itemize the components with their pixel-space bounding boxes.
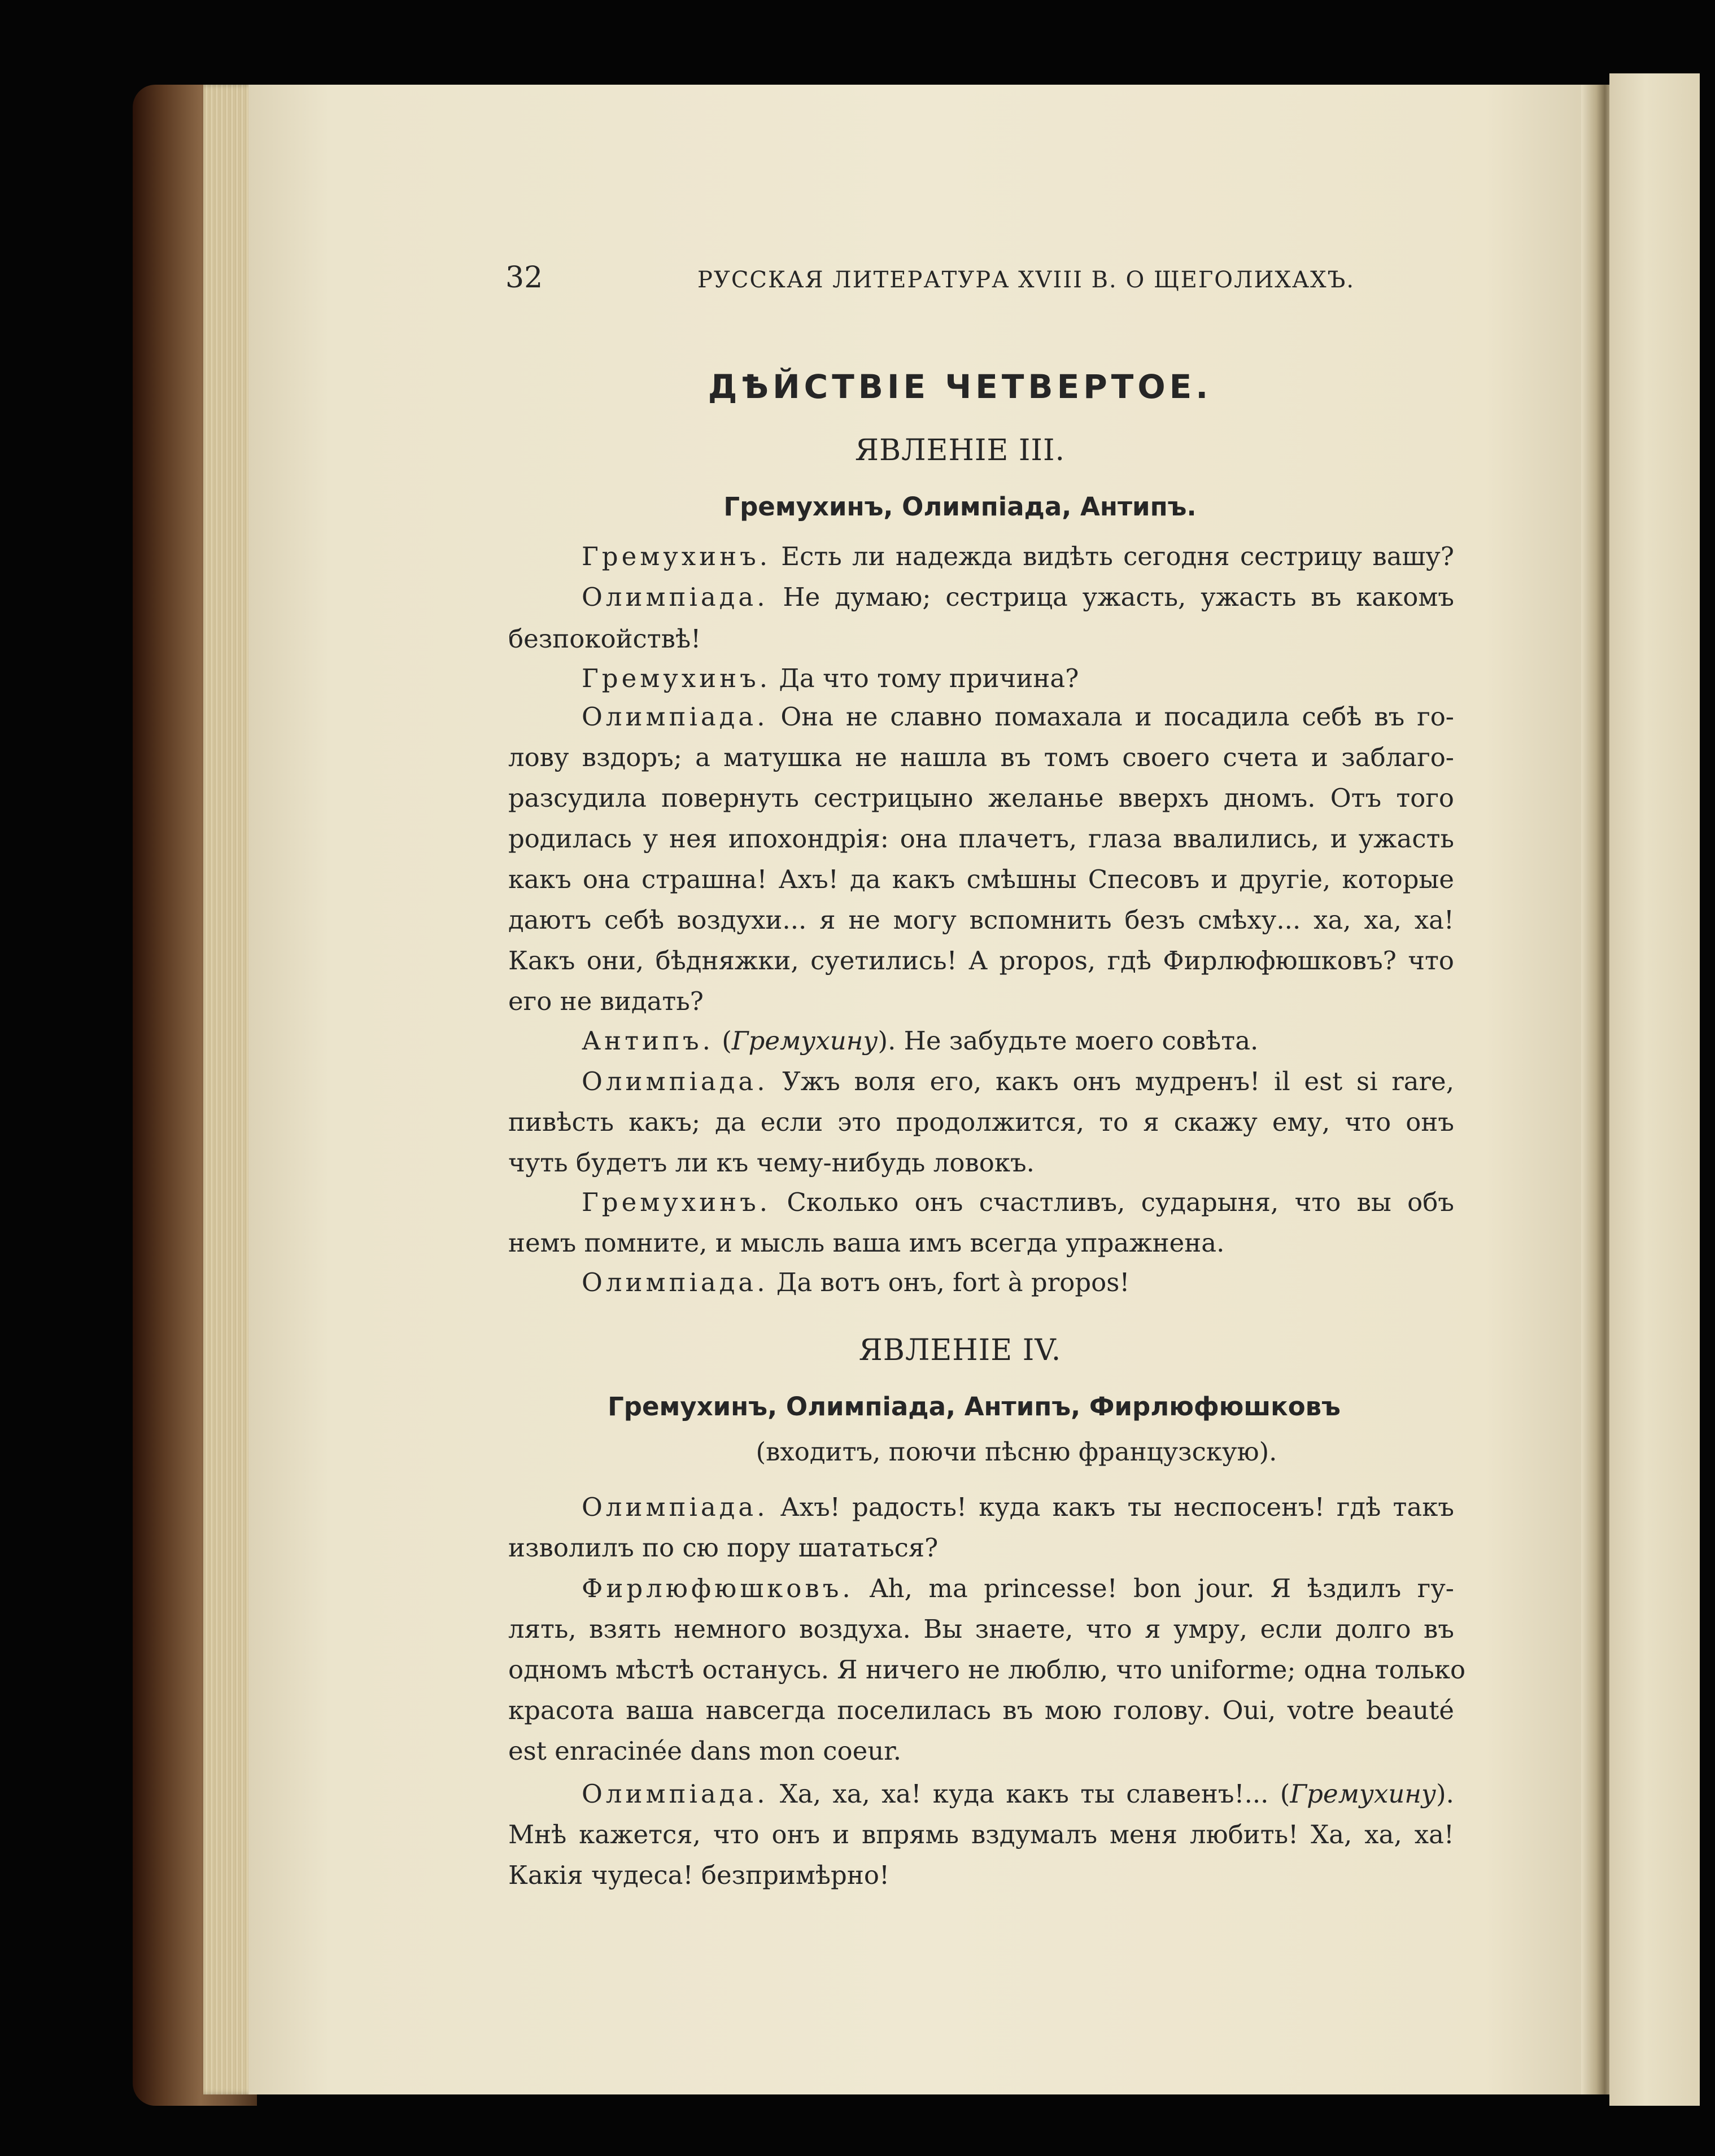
speaker-name: Гремухинъ.: [582, 1187, 771, 1217]
dialogue-line: [582, 1024, 1258, 1058]
stage-direction: Гремухину: [731, 1026, 878, 1056]
speech-text: разсудила повернуть сестрицыно желанье вверхъ дномъ. Отъ того: [508, 783, 1454, 813]
speech-text: немъ помните, и мысль ваша имъ всегда упражнена.: [508, 1228, 1225, 1258]
stage-direction: Гремухину: [1290, 1779, 1437, 1809]
speech-text: Да что тому причина?: [771, 663, 1079, 693]
scene-cast: Гремухинъ, Олимпіада, Антипъ.: [723, 492, 1197, 522]
speech-text: Есть ли надежда видѣть сегодня сестрицу вашу?: [771, 541, 1454, 571]
speech-text: Какія чудеса! безпримѣрно!: [508, 1860, 890, 1890]
speech-text: Ужъ воля его, какъ онъ мудренъ! il est si rare,: [768, 1066, 1454, 1096]
dialogue-line: [582, 662, 1079, 696]
dialogue-line: [582, 1777, 1454, 1811]
scene-title: ЯВЛЕНІЕ III.: [854, 434, 1066, 467]
speech-text: чуть будетъ ли къ чему-нибудь ловокъ.: [508, 1148, 1035, 1178]
facing-page-edge: [1609, 73, 1700, 2106]
speech-text: родилась у нея ипохондрія: она плачетъ, глаза ввалились, и ужасть: [508, 824, 1454, 854]
speaker-name: Фирлюфюшковъ.: [582, 1573, 854, 1603]
page-number: 32: [505, 261, 543, 295]
speech-text: Ха, ха, ха! куда какъ ты славенъ!... (: [768, 1779, 1290, 1809]
scene-title: ЯВЛЕНІЕ IV.: [858, 1333, 1062, 1367]
speech-text: даютъ себѣ воздухи... я не могу вспомнить безъ смѣху... ха, ха, ха!: [508, 905, 1454, 935]
speech-text: какъ она страшна! Ахъ! да какъ смѣшны Спесовъ и другіе, которые: [508, 864, 1454, 894]
dialogue-line: [582, 1266, 1129, 1300]
speech-text: Ah, ma princesse! bon jour. Я ѣздилъ гу-: [853, 1573, 1454, 1603]
speaker-name: Олимпіада.: [582, 1267, 769, 1297]
speech-text: Ахъ! радость! куда какъ ты неспосенъ! гдѣ такъ: [768, 1492, 1454, 1522]
speaker-name: Олимпіада.: [582, 702, 769, 732]
act-title: ДѢЙСТВІЕ ЧЕТВЕРТОЕ.: [708, 368, 1212, 406]
speaker-name: Олимпіада.: [582, 1066, 769, 1096]
dialogue-line: [582, 1065, 1454, 1099]
speaker-name: Антипъ.: [582, 1026, 714, 1056]
speaker-name: Гремухинъ.: [582, 541, 771, 571]
speech-text: ).: [1436, 1779, 1454, 1809]
running-title: РУССКАЯ ЛИТЕРАТУРА XVIII В. О ЩЕГОЛИХАХЪ.: [697, 267, 1355, 293]
speech-text: безпокойствѣ!: [508, 624, 701, 654]
speaker-name: Олимпіада.: [582, 1779, 769, 1809]
speech-text: Не думаю; сестрица ужасть, ужасть въ какомъ: [768, 582, 1454, 612]
dialogue-line: [582, 700, 1454, 734]
speech-text: лову вздоръ; а матушка не нашла въ томъ своего счета и заблаго-: [508, 742, 1454, 772]
speech-text: его не видать?: [508, 986, 704, 1016]
speech-text: изволилъ по сю пору шататься?: [508, 1533, 939, 1563]
dialogue-line: [582, 1490, 1454, 1524]
speech-text: (: [713, 1026, 732, 1056]
speaker-name: Олимпіада.: [582, 582, 769, 612]
speech-text: красота ваша навсегда поселилась въ мою голову. Oui, votre beauté: [508, 1695, 1454, 1725]
speech-text: Мнѣ кажется, что онъ и впрямь вздумалъ меня любить! Ха, ха, ха!: [508, 1820, 1454, 1849]
dialogue-line: [582, 1572, 1454, 1606]
speaker-name: Гремухинъ.: [582, 663, 771, 693]
stage-direction: (входитъ, поючи пѣсню французскую).: [756, 1437, 1277, 1467]
speech-text: пивѣсть какъ; да если это продолжится, то я скажу ему, что онъ: [508, 1107, 1454, 1137]
dialogue-line: [582, 540, 1454, 574]
speech-text: лять, взять немного воздуха. Вы знаете, что я умру, если долго въ: [508, 1614, 1454, 1644]
speaker-name: Олимпіада.: [582, 1492, 769, 1522]
speech-text: ). Не забудьте моего совѣта.: [878, 1026, 1259, 1056]
speech-text: Сколько онъ счастливъ, сударыня, что вы объ: [771, 1187, 1454, 1217]
dialogue-line: [582, 1186, 1454, 1219]
speech-text: одномъ мѣстѣ останусь. Я ничего не люблю, что uniforme; одна только: [508, 1655, 1466, 1685]
speech-text: Да вотъ онъ, fort à propos!: [768, 1267, 1130, 1297]
speech-text: Какъ они, бѣдняжки, суетились! А propos, гдѣ Фирлюфюшковъ? что: [508, 946, 1454, 976]
speech-text: est enracinée dans mon coeur.: [508, 1736, 902, 1766]
speech-text: Она не славно помахала и посадила себѣ въ го-: [768, 702, 1454, 732]
dialogue-line: [582, 580, 1454, 614]
scene-cast: Гремухинъ, Олимпіада, Антипъ, Фирлюфюшковъ: [608, 1392, 1341, 1422]
